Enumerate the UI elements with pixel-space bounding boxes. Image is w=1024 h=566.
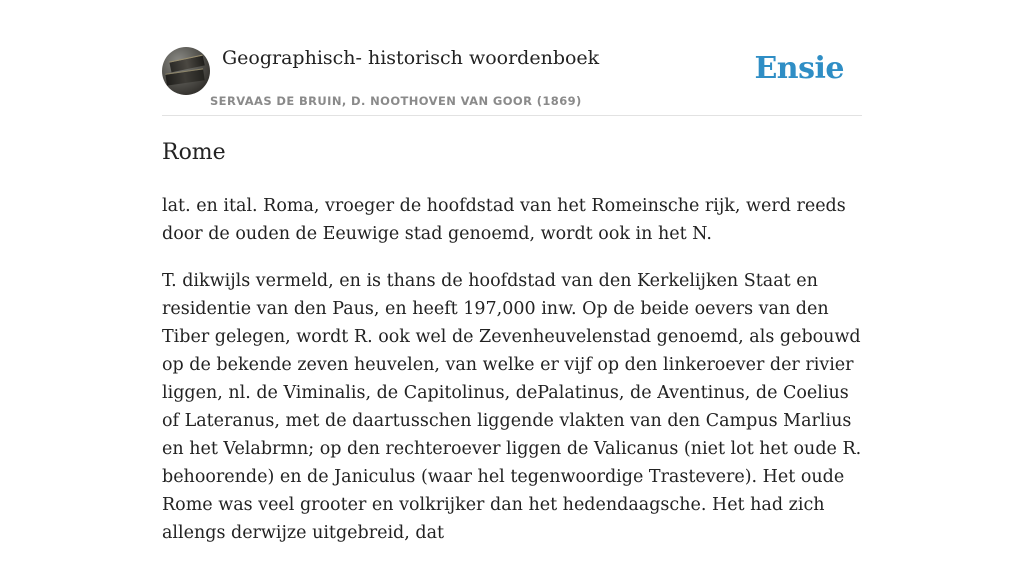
book-title-link[interactable]: Geographisch- historisch woordenboek — [222, 47, 600, 69]
entry-title: Rome — [162, 140, 226, 165]
entry-body — [162, 192, 862, 566]
ensie-logo[interactable]: Ensie — [754, 51, 844, 86]
entry-paragraph: lat. en ital. Roma, vroeger de hoofdstad van het Romeinsche rijk, werd reeds door de ouden de Eeuwige stad genoemd, wordt ook in het N. — [162, 196, 846, 244]
book-authors: SERVAAS DE BRUIN, D. NOOTHOVEN VAN GOOR (1869) — [210, 94, 582, 108]
entry-paragraph: T. dikwijls vermeld, en is thans de hoofdstad van den Kerkelijken Staat en residentie van den Paus, en heeft 197,000 inw. Op de beide oevers van den Tiber gelegen, wordt R. ook wel de Zevenheuvelenstad genoemd, als gebouwd op de bekende zeven heuvelen, van welke er vijf op den linkeroever der rivier liggen, nl. de Viminalis, de Capitolinus, dePalatinus, de Aventinus, de Coelius of Lateranus, met de daartusschen liggende vlakten van den Campus Marlius en het Velabrmn; op den rechteroever liggen de Valicanus (niet lot het oude R. behoorende) en de Janiculus (waar hel tegenwoordige Trastevere). Het oude Rome was veel grooter en volkrijker dan het hedendaagsche. Het had zich allengs derwijze uitgebreid, dat — [162, 271, 862, 543]
old-books-icon[interactable] — [162, 47, 210, 95]
book-header — [162, 45, 862, 116]
